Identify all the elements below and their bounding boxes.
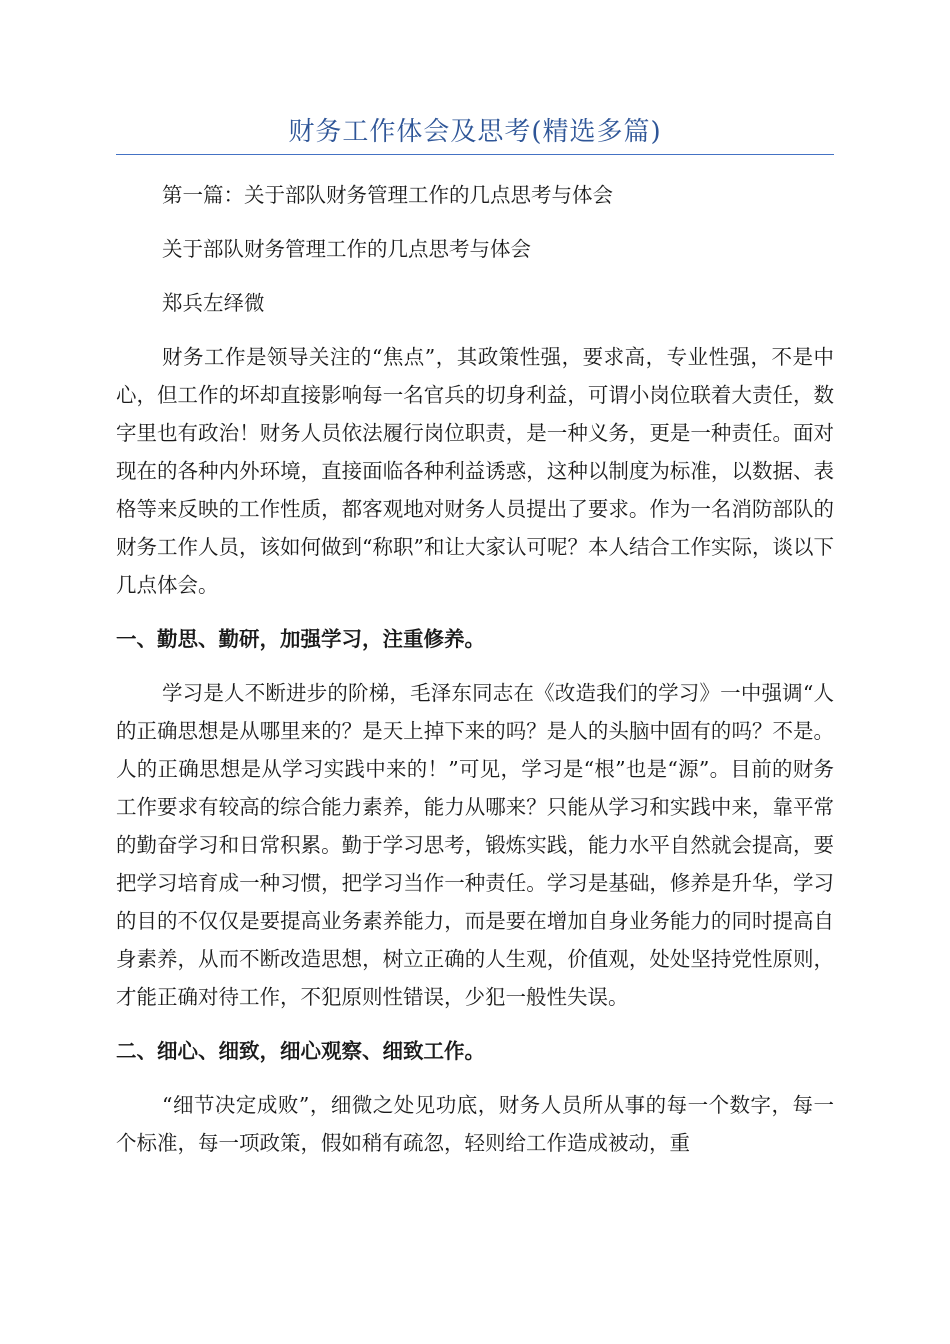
- intro-paragraph: 财务工作是领导关注的“焦点”，其政策性强，要求高，专业性强，不是中心，但工作的坏却直接影响每一名官兵的切身利益，可谓小岗位联着大责任，数字里也有政治！财务人员依法履行岗位职责，是一种义务，更是一种责任。面对现在的各种内外环境，直接面临各种利益诱惑，这种以制度为标准，以数据、表格等来反映的工作性质，都客观地对财务人员提出了要求。作为一名消防部队的财务工作人员，该如何做到“称职”和让大家认可呢？本人结合工作实际，谈以下几点体会。: [116, 345, 834, 597]
- article-subtitle: 关于部队财务管理工作的几点思考与体会: [162, 237, 531, 261]
- document-title: 财务工作体会及思考(精选多篇): [288, 117, 662, 147]
- section-1-heading: 一、勤思、勤研，加强学习，注重修养。: [116, 627, 485, 651]
- document-body: [116, 176, 834, 1162]
- author-line: 郑兵左绎微: [162, 291, 265, 315]
- title-underline: [116, 154, 834, 155]
- section-2-paragraph: “细节决定成败”，细微之处见功底，财务人员所从事的每一个数字，每一个标准，每一项政策，假如稍有疏忽，轻则给工作造成被动，重: [116, 1093, 834, 1155]
- chapter-title: 第一篇：关于部队财务管理工作的几点思考与体会: [162, 183, 613, 207]
- section-1-paragraph: 学习是人不断进步的阶梯，毛泽东同志在《改造我们的学习》一中强调“人的正确思想是从哪里来的？是天上掉下来的吗？是人的头脑中固有的吗？不是。人的正确思想是从学习实践中来的！”可见，学习是“根”也是“源”。目前的财务工作要求有较高的综合能力素养，能力从哪来？只能从学习和实践中来，靠平常的勤奋学习和日常积累。勤于学习思考，锻炼实践，能力水平自然就会提高，要把学习培育成一种习惯，把学习当作一种责任。学习是基础，修养是升华，学习的目的不仅仅是要提高业务素养能力，而是要在增加自身业务能力的同时提高自身素养，从而不断改造思想，树立正确的人生观，价值观，处处坚持党性原则，才能正确对待工作，不犯原则性错误，少犯一般性失误。: [116, 681, 834, 1009]
- section-2-heading: 二、细心、细致，细心观察、细致工作。: [116, 1039, 485, 1063]
